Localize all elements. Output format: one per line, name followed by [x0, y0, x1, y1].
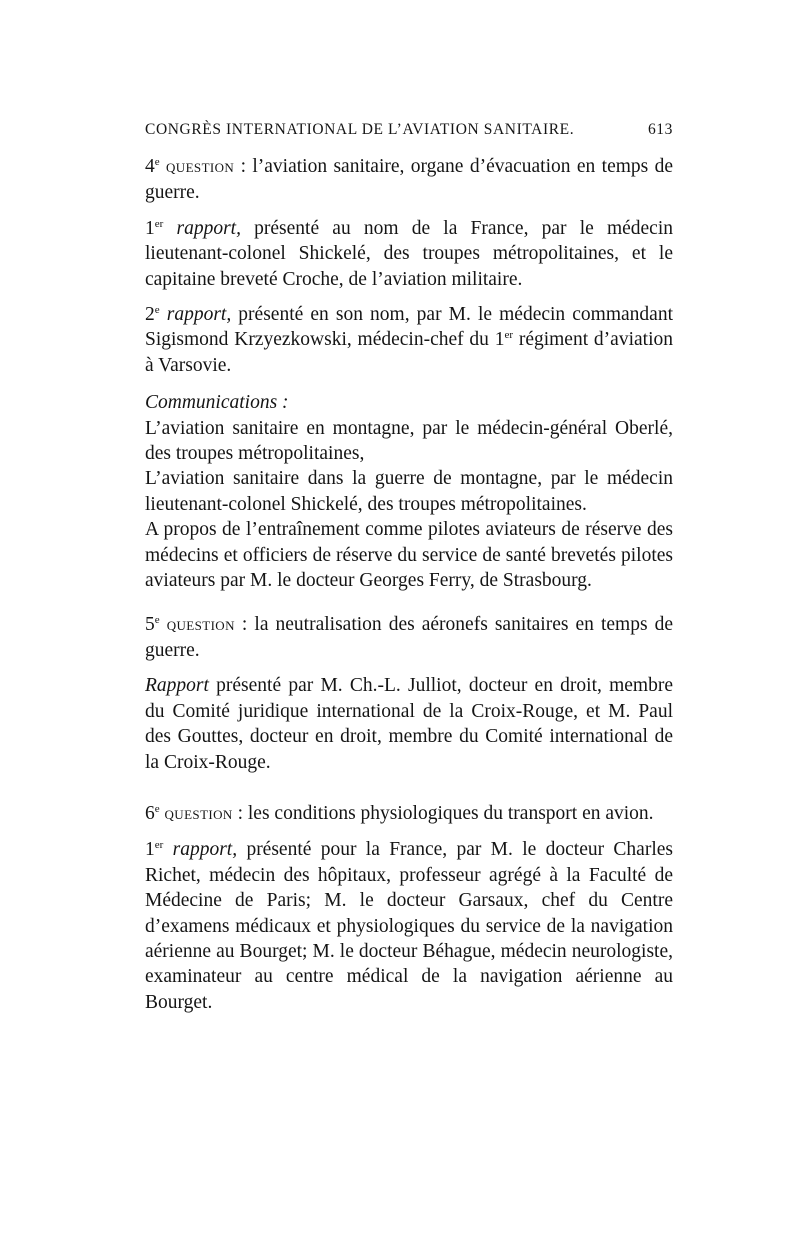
rapport-2-text-suffix: er — [504, 329, 514, 342]
question-5-text: : la neutralisation des aéronefs sanitaires en temps de guerre. — [145, 613, 673, 661]
q6-rapport-1-number: 1 — [145, 839, 155, 861]
rapport-2-text-b: régiment d’aviation à Varsovie. — [145, 329, 673, 376]
question-5-rapport-label: Rapport — [145, 675, 209, 697]
rapport-2-label: rapport, — [166, 304, 232, 326]
rapport-1-label: rapport, — [176, 217, 241, 239]
rapport-2-suffix: e — [154, 304, 160, 317]
question-4-number: 4 — [145, 156, 155, 177]
question-5-rapport — [145, 673, 673, 775]
q6-rapport-1-text: présenté pour la France, par M. le docteur Charles Richet, médecin des hôpitaux, professeur agrégé à la Faculté de Médecine de Paris; M. le docteur Garsaux, chef du Centre d’examens médicaux et physiologiques du service de la navigation aérienne au Bourget; M. le docteur Béhague, médecin neurologiste, examinateur au centre médical de la navigation aérienne au Bourget. — [145, 839, 673, 1013]
question-6-text: : les conditions physiologiques du transport en avion. — [232, 802, 654, 824]
communication-item-2: L’aviation sanitaire dans la guerre de montagne, par le médecin lieutenant-colonel Shickelé, des troupes métropolitaines. — [145, 468, 673, 515]
question-5-label: QUESTION — [166, 617, 235, 633]
question-6-number: 6 — [145, 802, 155, 824]
question-6-ordinal: e — [154, 802, 160, 815]
question-4-ordinal: e — [154, 156, 160, 168]
running-header — [145, 121, 673, 143]
rapport-1-suffix: er — [154, 217, 164, 230]
communications-heading: Communications : — [145, 392, 289, 414]
communication-item-3: A propos de l’entraînement comme pilotes aviateurs de réserve des médecins et officiers de réserve du service de santé brevetés pilotes aviateurs par M. le docteur Georges Ferry, de Strasbourg. — [145, 519, 673, 592]
question-4-paragraph — [145, 154, 673, 206]
page-number: 613 — [647, 121, 673, 138]
question-4-text: : l’aviation sanitaire, organe d’évacuation en temps de guerre. — [145, 156, 674, 204]
question-6-paragraph — [145, 801, 673, 827]
q6-rapport-1-suffix: er — [154, 839, 164, 852]
question-5-ordinal: e — [154, 613, 160, 626]
question-4-rapport-2 — [145, 302, 673, 378]
question-4-label: QUESTION — [166, 160, 235, 175]
rapport-1-text: présenté au nom de la France, par le médecin lieutenant-colonel Shickelé, des troupes métropolitaines, et le capitaine breveté Croche, de l’aviation militaire. — [145, 217, 674, 290]
question-6-label: QUESTION — [164, 806, 233, 822]
question-4-rapport-1 — [145, 216, 673, 292]
question-5-rapport-text: présenté par M. Ch.-L. Julliot, docteur en droit, membre du Comité juridique international de la Croix-Rouge, et M. Paul des Gouttes, docteur en droit, membre du Comité international de la Croix-Rouge. — [145, 675, 673, 773]
body-text — [145, 154, 673, 1015]
question-5-paragraph — [145, 612, 673, 664]
question-5-number: 5 — [145, 613, 155, 635]
rapport-2-text-a: présenté en son nom, par M. le médecin commandant Sigismond Krzyezkowski, médecin-chef du 1 — [145, 304, 673, 351]
rapport-1-number: 1 — [145, 217, 155, 239]
rapport-2-number: 2 — [145, 304, 155, 326]
q6-rapport-1-label: rapport, — [172, 839, 238, 861]
running-title: CONGRÈS INTERNATIONAL DE L’AVIATION SANITAIRE. — [145, 121, 575, 138]
communication-item-1: L’aviation sanitaire en montagne, par le médecin-général Oberlé, des troupes métropolitaines, — [145, 417, 673, 465]
question-6-rapport-1 — [145, 837, 673, 1015]
